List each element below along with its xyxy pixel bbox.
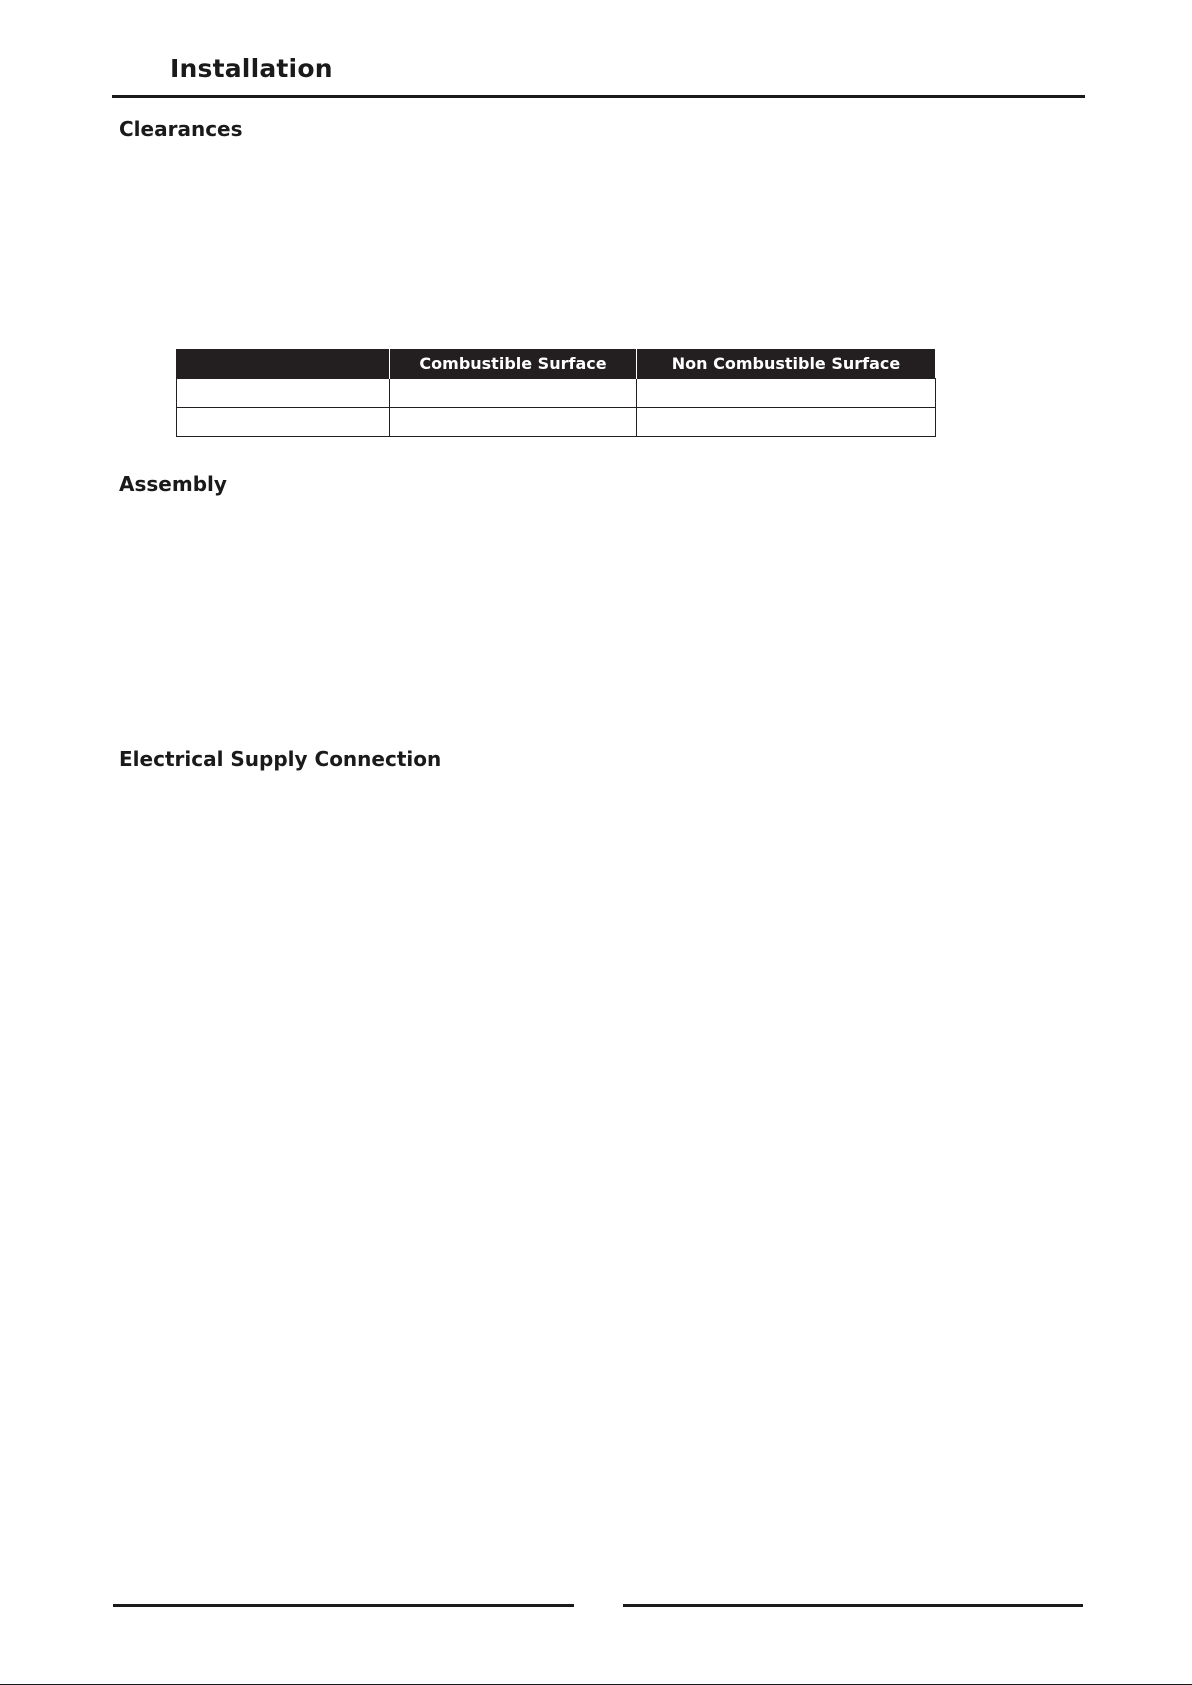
table-row [177, 379, 936, 408]
table-header-cell: Non Combustible Surface [637, 349, 936, 379]
table-header-cell [177, 349, 390, 379]
table-header-cell: Combustible Surface [390, 349, 637, 379]
footer-rule-right [623, 1604, 1083, 1607]
page-title: Installation [170, 54, 333, 83]
table-cell [390, 408, 637, 437]
table-header-row [177, 349, 936, 379]
section-heading-assembly: Assembly [119, 472, 227, 496]
section-heading-electrical-supply: Electrical Supply Connection [119, 747, 442, 771]
table-cell [637, 379, 936, 408]
table-cell [177, 379, 390, 408]
section-heading-clearances: Clearances [119, 117, 243, 141]
clearance-table [176, 349, 936, 437]
table-cell [177, 408, 390, 437]
title-rule [112, 95, 1085, 98]
table-row [177, 408, 936, 437]
table-cell [637, 408, 936, 437]
footer-rule-left [113, 1604, 574, 1607]
table-cell [390, 379, 637, 408]
